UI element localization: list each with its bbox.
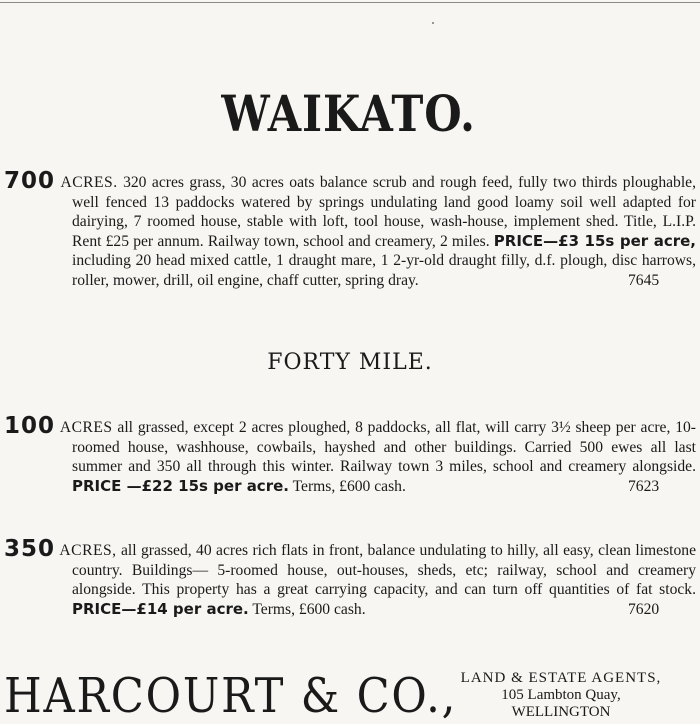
listing-price: PRICE —£22 15s per acre. [72, 476, 289, 495]
listing-acreage: 100 [4, 413, 56, 439]
listing-price: PRICE—£14 per acre. [72, 599, 249, 618]
section-heading: FORTY MILE. [267, 350, 433, 375]
top-rule [0, 2, 700, 3]
listing-lead: ACRES, [59, 542, 117, 559]
listing-body: 350 ACRES, all grassed, 40 acres rich flats in front, balance undulating to hilly, all easy, clean limestone country. Buildings— 5-roomed house, out-houses, sheds, etc; railway, school and creamery alongside. This property has a great carrying capacity, and can turn off quantities of fat stock. PRICE—£14 per acre. Terms, £600 cash. 7620 [4, 536, 696, 618]
listing-700-acres [4, 168, 696, 291]
listing-350-acres [4, 536, 696, 619]
listing-terms: Terms, £600 cash. [248, 600, 366, 618]
agency-address [426, 670, 696, 721]
listing-price: PRICE—£3 15s per acre, [493, 231, 696, 250]
print-speck [432, 22, 434, 24]
agency-city: WELLINGTON [511, 704, 611, 720]
listing-acreage: 700 [4, 168, 56, 194]
listing-lead: ACRES [59, 419, 113, 436]
listing-acreage: 350 [4, 536, 56, 562]
listing-terms: Terms, £600 cash. [288, 477, 406, 495]
listing-body: 700 ACRES. 320 acres grass, 30 acres oats balance scrub and rough feed, fully two thirds ploughable, well fenced 13 paddocks watered by springs undulating land good loamy soil well adapted for dairying, 7 roomed house, stable with loft, tool house, wash-house, implement shed. Title, L.I.P. Rent £25 per annum. Railway town, school and creamery, 2 miles. PRICE—£3 15s per acre, including 20 head mixed cattle, 1 draught mare, 1 2-yr-old draught filly, d.f. plough, disc harrows, roller, mower, drill, oil engine, chaff cutter, spring dray. 7645 [4, 168, 696, 289]
page-title: WAIKATO. [221, 84, 476, 143]
listing-body: 100 ACRES all grassed, except 2 acres ploughed, 8 paddocks, all flat, will carry 3½ sheep per acre, 10-roomed house, washhouse, cowbails, hayshed and other buildings. Carried 500 ewes all last summer and 350 all through this winter. Railway town 3 miles, school and creamery alongside. PRICE —£22 15s per acre. Terms, £600 cash. 7623 [4, 413, 696, 495]
listing-description: all grassed, except 2 acres ploughed, 8 paddocks, all flat, will carry 3½ sheep per acre, 10-roomed house, washhouse, cowbails, hayshed and other buildings. Carried 500 ewes all last summer and 350 all through this winter. Railway town 3 miles, school and creamery alongside. [72, 419, 696, 476]
listing-terms: including 20 head mixed cattle, 1 draught mare, 1 2-yr-old draught filly, d.f. plough, disc harrows, roller, mower, drill, oil engine, chaff cutter, spring dray. [72, 252, 696, 289]
agency-type: LAND & ESTATE AGENTS, [460, 670, 662, 686]
agency-street: 105 Lambton Quay, [501, 687, 621, 703]
listing-description: 320 acres grass, 30 acres oats balance scrub and rough feed, fully two thirds ploughable, well fenced 13 paddocks watered by springs undulating land good loamy soil well adapted for dairying, 7 roomed house, stable with loft, tool house, wash-house, implement shed. Title, L.I.P. Rent £25 per annum. Railway town, school and creamery, 2 miles. [72, 174, 696, 250]
listing-description: all grassed, 40 acres rich flats in front, balance undulating to hilly, all easy, clean limestone country. Buildings— 5-roomed house, out-houses, sheds, etc; railway, school and creamery alongside. This property has a great carrying capacity, and can turn off quantities of fat stock. [72, 542, 696, 599]
listing-lead: ACRES. [60, 174, 118, 191]
agency-name: HARCOURT & CO., [4, 668, 458, 724]
listing-100-acres [4, 413, 696, 496]
